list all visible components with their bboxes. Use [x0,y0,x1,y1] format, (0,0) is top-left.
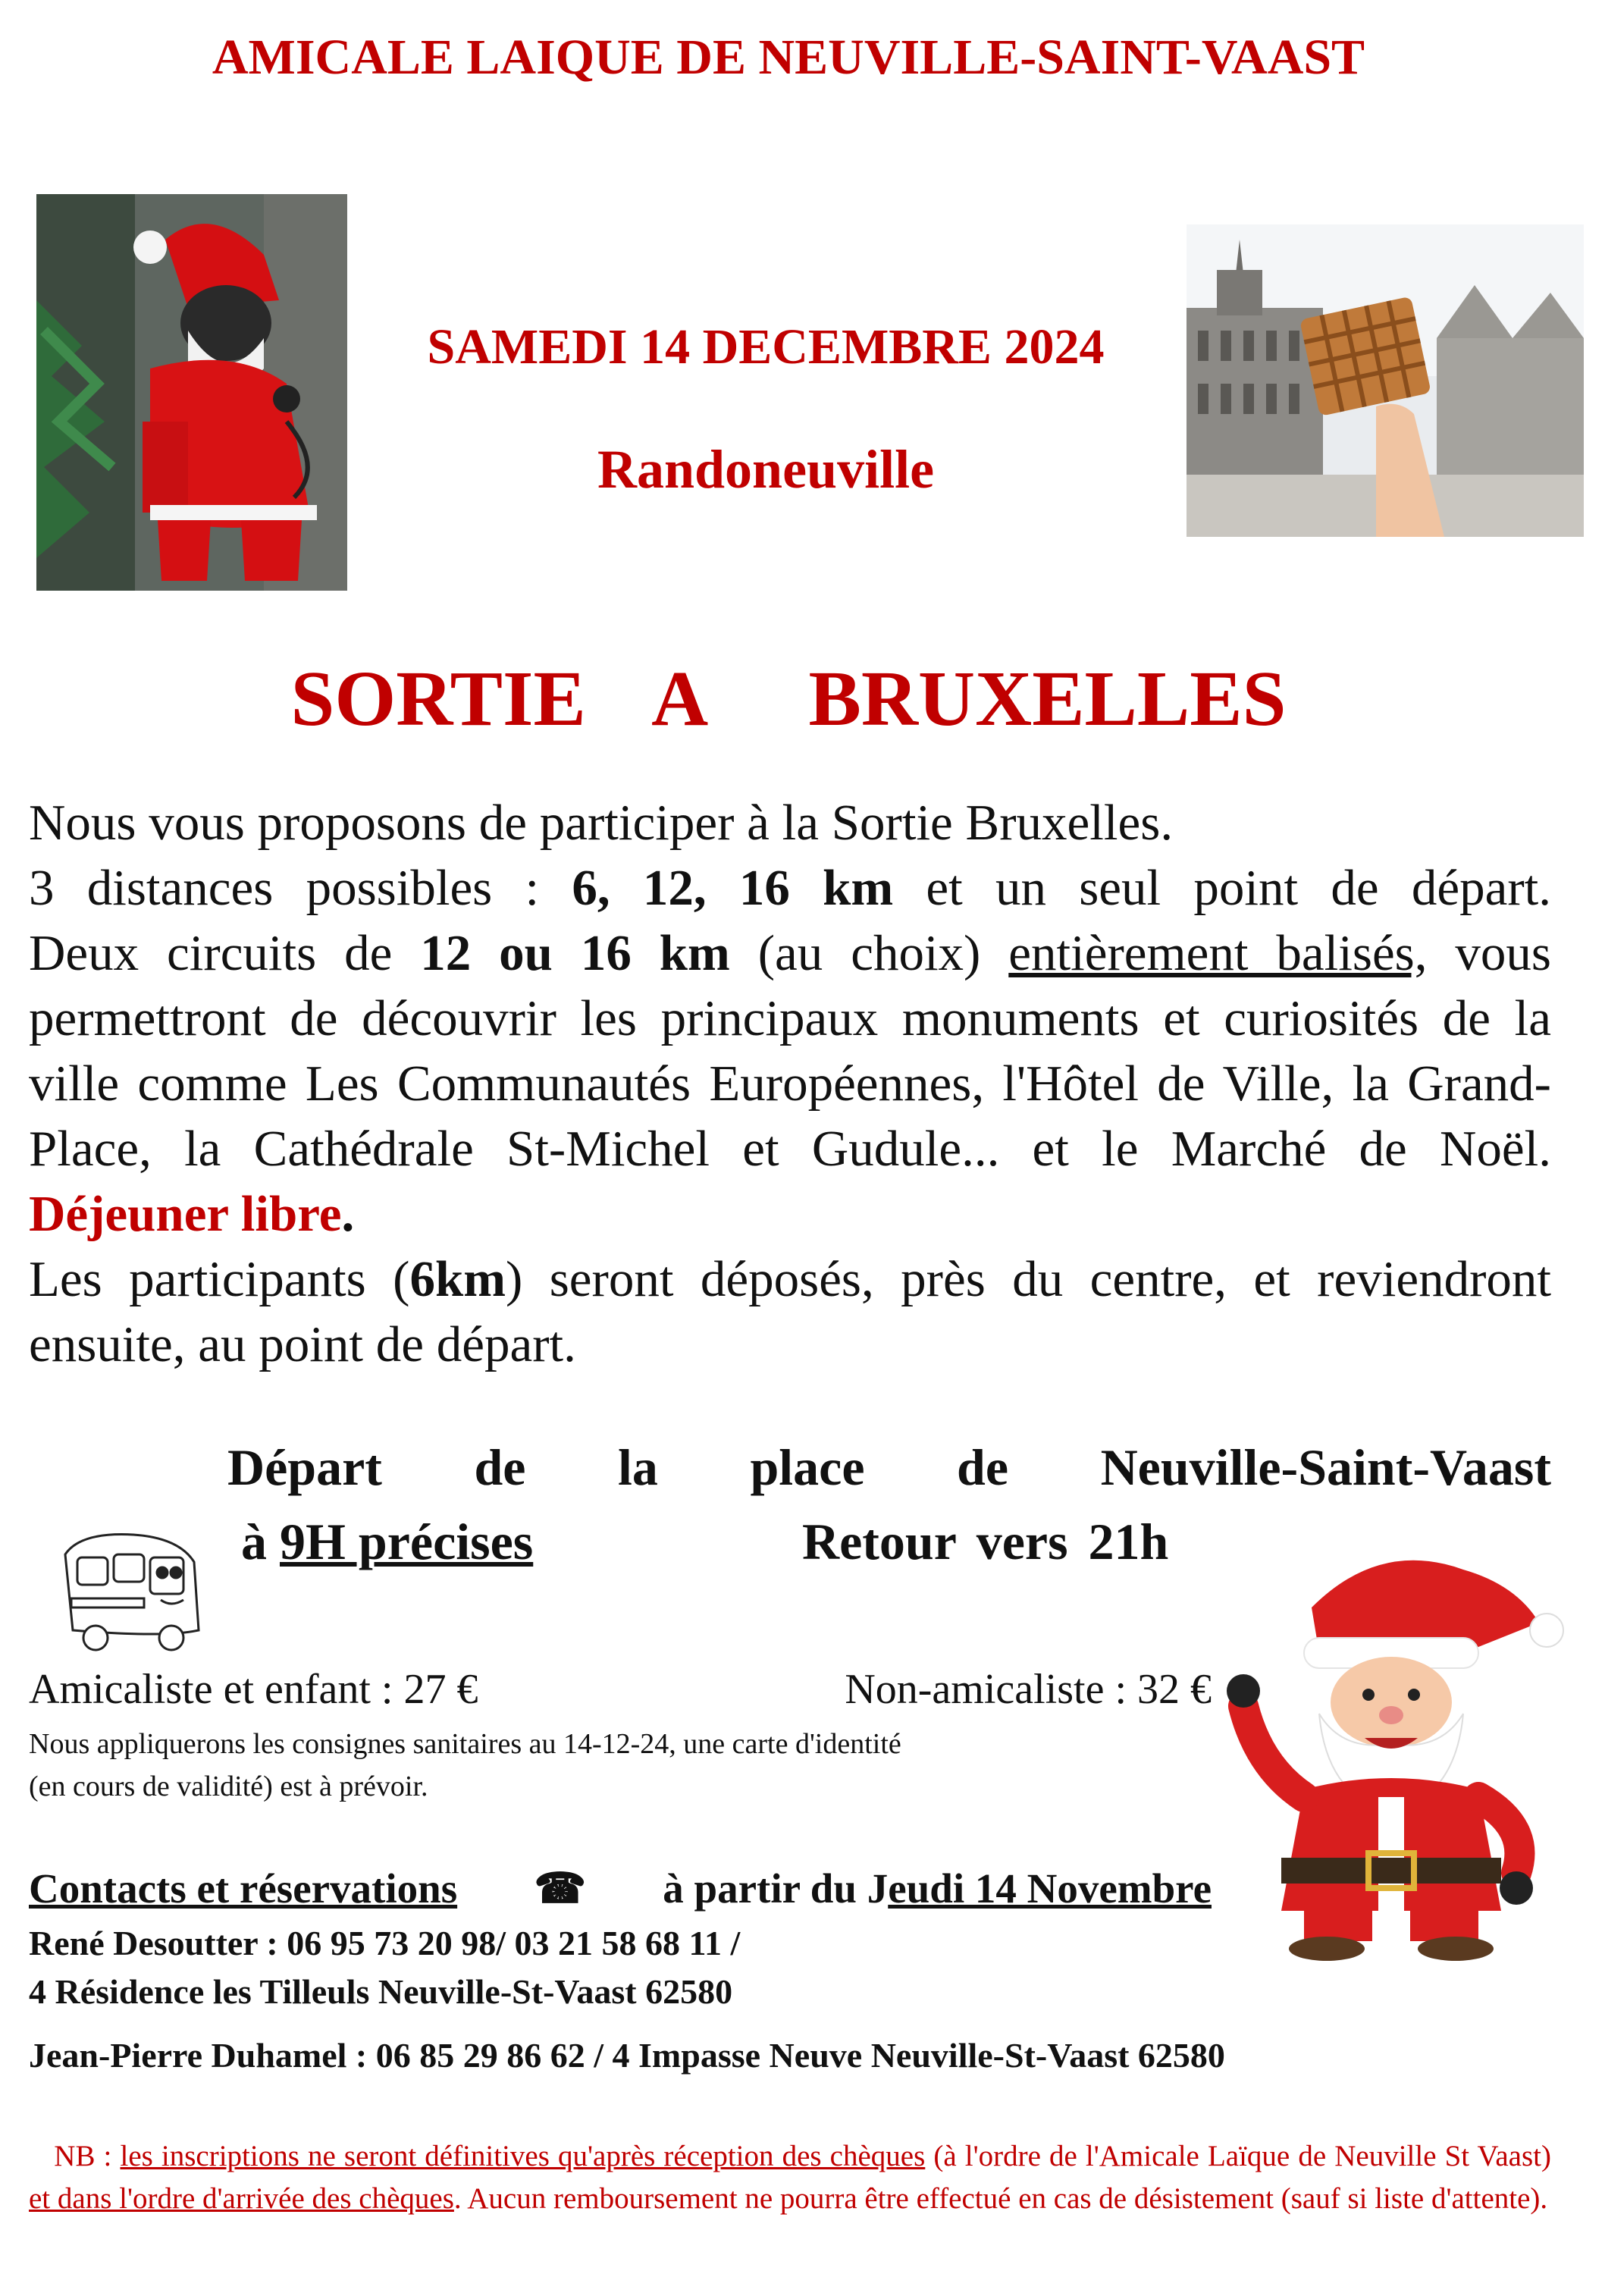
main-heading: SORTIE A BRUXELLES [290,655,1287,742]
circuits-choice: (au choix) [729,925,1009,981]
santa-illustration [1213,1539,1569,1964]
nb-prefix: NB : [54,2140,121,2172]
intro-line-1: Nous vous proposons de participer à la Sortie Bruxelles. [29,795,1174,851]
intro-line-2 [29,855,1551,921]
nb-notice [29,2135,1551,2220]
time-line [241,1512,1212,1572]
manneken-pis-photo [36,194,347,591]
circuits-marked: entièrement balisés, [1008,925,1428,981]
departure-word: Départ [227,1438,382,1496]
price-member: Amicaliste et enfant : 27 € [29,1666,478,1713]
circuits-lead: Deux circuits de [29,925,421,981]
participants-distance: 6km [409,1251,506,1307]
circuits-description: vous permettront de découvrir les principaux monuments et curiosités de la ville comme Les Communautés Européennes, l'Hôtel de Ville, la Grand-Place, la Cathédrale St-Michel et Gudule... et le Marché de Noël. [29,925,1551,1177]
lunch-dot: . [341,1186,355,1242]
participants-tail: ) seront déposés, près du centre, et reviendront ensuite, au point de départ. [29,1251,1551,1372]
manneken-santa-icon [36,194,347,591]
nb-text-1: (à l'ordre de l'Amicale Laïque de Neuville St Vaast) [925,2140,1551,2172]
departure-at: à [241,1513,280,1570]
intro-text [29,790,1551,1377]
contact-rene: René Desoutter : 06 95 73 20 98/ 03 21 58 68 11 / [29,1924,741,1962]
contacts-from [663,1865,1212,1912]
sanitary-line-2: (en cours de validité) est à prévoir. [29,1771,428,1802]
bus-drawing [50,1524,209,1661]
price-non-member: Non-amicaliste : 32 € [845,1666,1212,1713]
circuits-distances: 12 ou 16 km [420,925,730,981]
departure-place: Neuville-Saint-Vaast [1100,1438,1551,1496]
departure-word: place [750,1438,865,1496]
waffle-icon [1187,224,1584,537]
contacts-from-date: eudi 14 Novembre [888,1865,1212,1912]
santa-icon [1213,1539,1569,1964]
departure-time: 9H précises [280,1513,534,1570]
departure-word: de [957,1438,1009,1496]
intro-circuits [29,921,1551,1247]
return-time: Retour vers 21h [802,1513,1169,1570]
bus-icon [50,1524,209,1661]
event-subtitle: Randoneuville [597,439,935,500]
distances-tail: et un seul point de départ. [893,860,1551,916]
nb-underlined-1: les inscriptions ne seront définitives qu'après réception des chèques [120,2140,926,2172]
lunch-notice: Déjeuner libre [29,1186,342,1242]
phone-icon: ☎ [534,1865,586,1912]
prices [29,1665,1212,1714]
departure-line [227,1438,1551,1498]
contacts-from-text: à partir du J [663,1865,889,1912]
org-title: AMICALE LAIQUE DE NEUVILLE-SAINT-VAAST [212,30,1365,85]
participants-lead: Les participants ( [29,1251,410,1307]
contacts-title: Contacts et réservations [29,1865,458,1912]
departure-word: de [474,1438,526,1496]
nb-text-2: . Aucun remboursement ne pourra être effectué en cas de désistement (sauf si liste d'attente). [453,2182,1548,2215]
departure-word: la [618,1438,658,1496]
contact-jean-pierre: Jean-Pierre Duhamel : 06 85 29 86 62 / 4 Impasse Neuve Neuville-St-Vaast 62580 [29,2036,1225,2075]
intro-participants [29,1247,1551,1377]
sanitary-notice [29,1723,1090,1808]
waffle-grand-place-photo [1187,224,1584,537]
distances-lead: 3 distances possibles : [29,860,572,916]
event-date: SAMEDI 14 DECEMBRE 2024 [427,319,1105,375]
contacts-line [29,1864,1212,1912]
distances-values: 6, 12, 16 km [572,860,894,916]
nb-underlined-2: et dans l'ordre d'arrivée des chèques [29,2182,454,2215]
address-rene: 4 Résidence les Tilleuls Neuville-St-Vaast 62580 [29,1972,733,2011]
sanitary-line-1: Nous appliquerons les consignes sanitaires au 14-12-24, une carte d'identité [29,1728,901,1760]
